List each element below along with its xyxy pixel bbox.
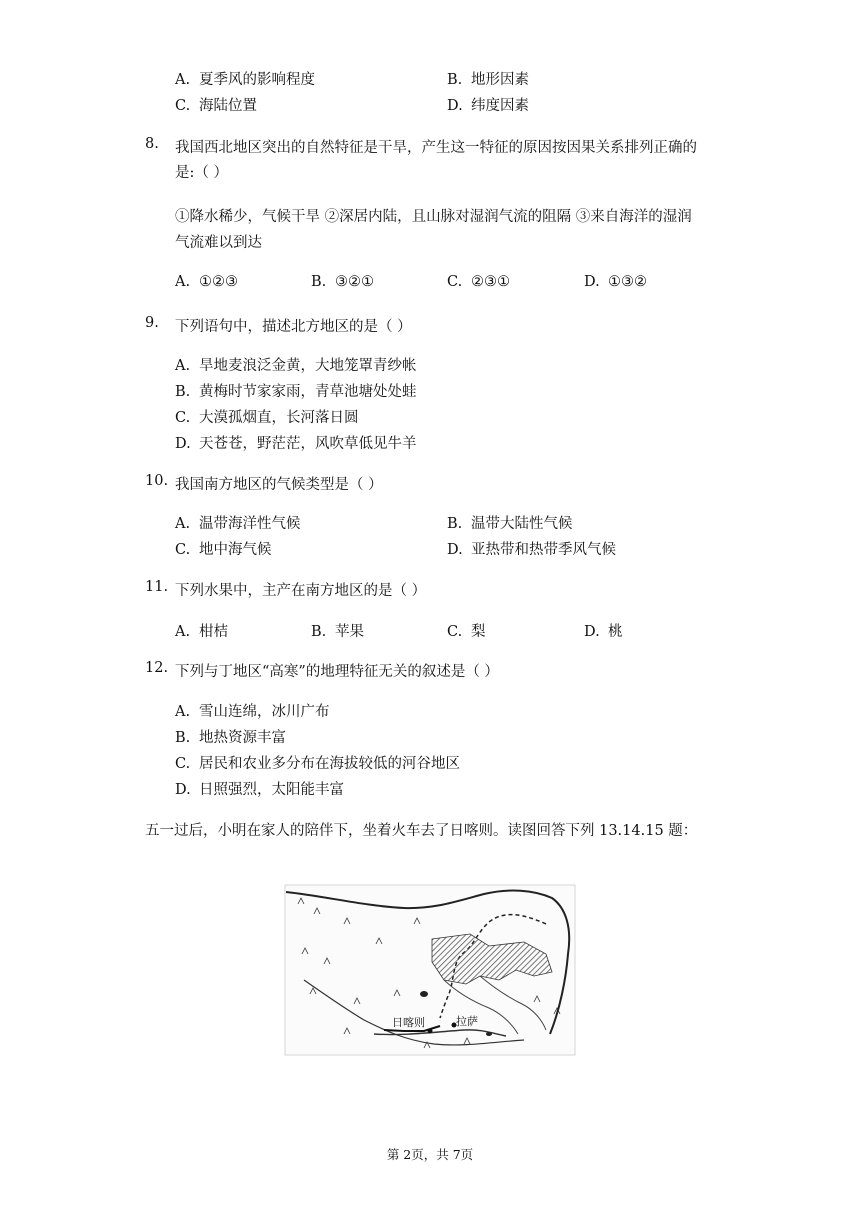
q8-statement-line1: ①降水稀少，气候干旱 ②深居内陆，且山脉对湿润气流的阻隔 ③来自海洋的湿润 bbox=[175, 209, 692, 225]
option-text: 温带大陆性气候 bbox=[471, 516, 573, 532]
option-letter: B. bbox=[175, 384, 191, 400]
q10-option-b bbox=[447, 512, 573, 533]
option-text: 大漠孤烟直，长河落日圆 bbox=[199, 410, 359, 426]
option-letter: B. bbox=[447, 72, 463, 88]
q9-option-a bbox=[175, 354, 417, 375]
q8-number: 8. bbox=[145, 136, 159, 152]
q12-option-b bbox=[175, 726, 286, 747]
option-letter: C. bbox=[175, 410, 191, 426]
option-letter: A. bbox=[175, 624, 191, 640]
option-text: 亚热带和热带季风气候 bbox=[471, 542, 616, 558]
option-letter: C. bbox=[175, 542, 191, 558]
city-marker-rikaze bbox=[428, 1029, 433, 1034]
q8-text-line1: 我国西北地区突出的自然特征是干旱，产生这一特征的原因按因果关系排列正确的 bbox=[175, 140, 697, 156]
option-text: 柑桔 bbox=[199, 624, 228, 640]
option-letter: B. bbox=[447, 516, 463, 532]
option-letter: A. bbox=[175, 72, 191, 88]
option-letter: A. bbox=[175, 358, 191, 374]
option-text: ①③② bbox=[608, 274, 647, 290]
q8-statement-line2: 气流难以到达 bbox=[175, 235, 262, 251]
q10-option-d bbox=[447, 538, 616, 559]
q7-option-a bbox=[175, 68, 315, 89]
label-lasa: 拉萨 bbox=[456, 1015, 478, 1028]
q12-option-d bbox=[175, 778, 344, 799]
option-letter: C. bbox=[175, 756, 191, 772]
option-letter: A. bbox=[175, 704, 191, 720]
option-text: 地热资源丰富 bbox=[199, 730, 286, 746]
option-text: 苹果 bbox=[335, 624, 364, 640]
q9-option-b bbox=[175, 380, 417, 401]
option-text: 桃 bbox=[608, 624, 623, 640]
option-text: 居民和农业多分布在海拔较低的河谷地区 bbox=[199, 756, 460, 772]
option-text: ③②① bbox=[335, 274, 374, 290]
q7-option-c bbox=[175, 94, 257, 115]
option-text: 旱地麦浪泛金黄，大地笼罩青纱帐 bbox=[199, 358, 417, 374]
option-letter: D. bbox=[584, 274, 600, 290]
map-question-intro: 五一过后，小明在家人的陪伴下，坐着火车去了日喀则。读图回答下列 13.14.15 题： bbox=[145, 823, 698, 839]
option-text: 地形因素 bbox=[471, 72, 529, 88]
q11-option-b bbox=[311, 620, 364, 641]
option-letter: C. bbox=[175, 98, 191, 114]
q10-text: 我国南方地区的气候类型是（ ） bbox=[175, 477, 383, 493]
option-text: 地中海气候 bbox=[199, 542, 272, 558]
q12-option-a bbox=[175, 700, 330, 721]
q8-option-d bbox=[584, 274, 647, 290]
q8-option-b bbox=[311, 274, 374, 290]
q7-option-b bbox=[447, 68, 529, 89]
option-letter: D. bbox=[175, 782, 191, 798]
option-text: 梨 bbox=[471, 624, 486, 640]
q8-text-line2: 是:（ ） bbox=[175, 165, 228, 181]
option-letter: A. bbox=[175, 516, 191, 532]
lake bbox=[420, 991, 428, 997]
q11-option-a bbox=[175, 620, 228, 641]
option-letter: C. bbox=[447, 274, 463, 290]
option-text: 温带海洋性气候 bbox=[199, 516, 301, 532]
q12-text: 下列与丁地区“高寒”的地理特征无关的叙述是（ ） bbox=[175, 664, 499, 680]
q9-option-c bbox=[175, 406, 359, 427]
label-rikaze: 日喀则 bbox=[392, 1016, 425, 1029]
option-letter: B. bbox=[175, 730, 191, 746]
q8-option-a bbox=[175, 274, 238, 290]
q10-option-c bbox=[175, 538, 272, 559]
q9-number: 9. bbox=[145, 315, 159, 331]
q11-text: 下列水果中，主产在南方地区的是（ ） bbox=[175, 583, 427, 599]
option-letter: B. bbox=[311, 624, 327, 640]
lake bbox=[486, 1032, 492, 1036]
q12-option-c bbox=[175, 752, 460, 773]
q7-option-d bbox=[447, 94, 529, 115]
option-letter: D. bbox=[447, 98, 463, 114]
option-letter: D. bbox=[447, 542, 463, 558]
option-text: 纬度因素 bbox=[471, 98, 529, 114]
q11-number: 11. bbox=[145, 579, 169, 595]
q11-option-d bbox=[584, 620, 623, 641]
option-text: 黄梅时节家家雨，青草池塘处处蛙 bbox=[199, 384, 417, 400]
option-text: 夏季风的影响程度 bbox=[199, 72, 315, 88]
q12-number: 12. bbox=[145, 660, 169, 676]
option-text: 日照强烈，太阳能丰富 bbox=[199, 782, 344, 798]
page-footer: 第 2页，共 7页 bbox=[386, 1147, 474, 1162]
option-letter: D. bbox=[175, 436, 191, 452]
option-text: 雪山连绵，冰川广布 bbox=[199, 704, 330, 720]
option-letter: A. bbox=[175, 274, 191, 290]
option-letter: D. bbox=[584, 624, 600, 640]
q10-option-a bbox=[175, 512, 301, 533]
q9-text: 下列语句中，描述北方地区的是（ ） bbox=[175, 319, 412, 335]
option-text: 海陆位置 bbox=[199, 98, 257, 114]
tibet-railway-map bbox=[284, 884, 576, 1056]
option-text: ①②③ bbox=[199, 274, 238, 290]
option-letter: B. bbox=[311, 274, 327, 290]
option-letter: C. bbox=[447, 624, 463, 640]
q8-option-c bbox=[447, 274, 510, 290]
q9-option-d bbox=[175, 432, 417, 453]
option-text: ②③① bbox=[471, 274, 510, 290]
q11-option-c bbox=[447, 620, 486, 641]
q10-number: 10. bbox=[145, 473, 169, 489]
option-text: 天苍苍，野茫茫，风吹草低见牛羊 bbox=[199, 436, 417, 452]
